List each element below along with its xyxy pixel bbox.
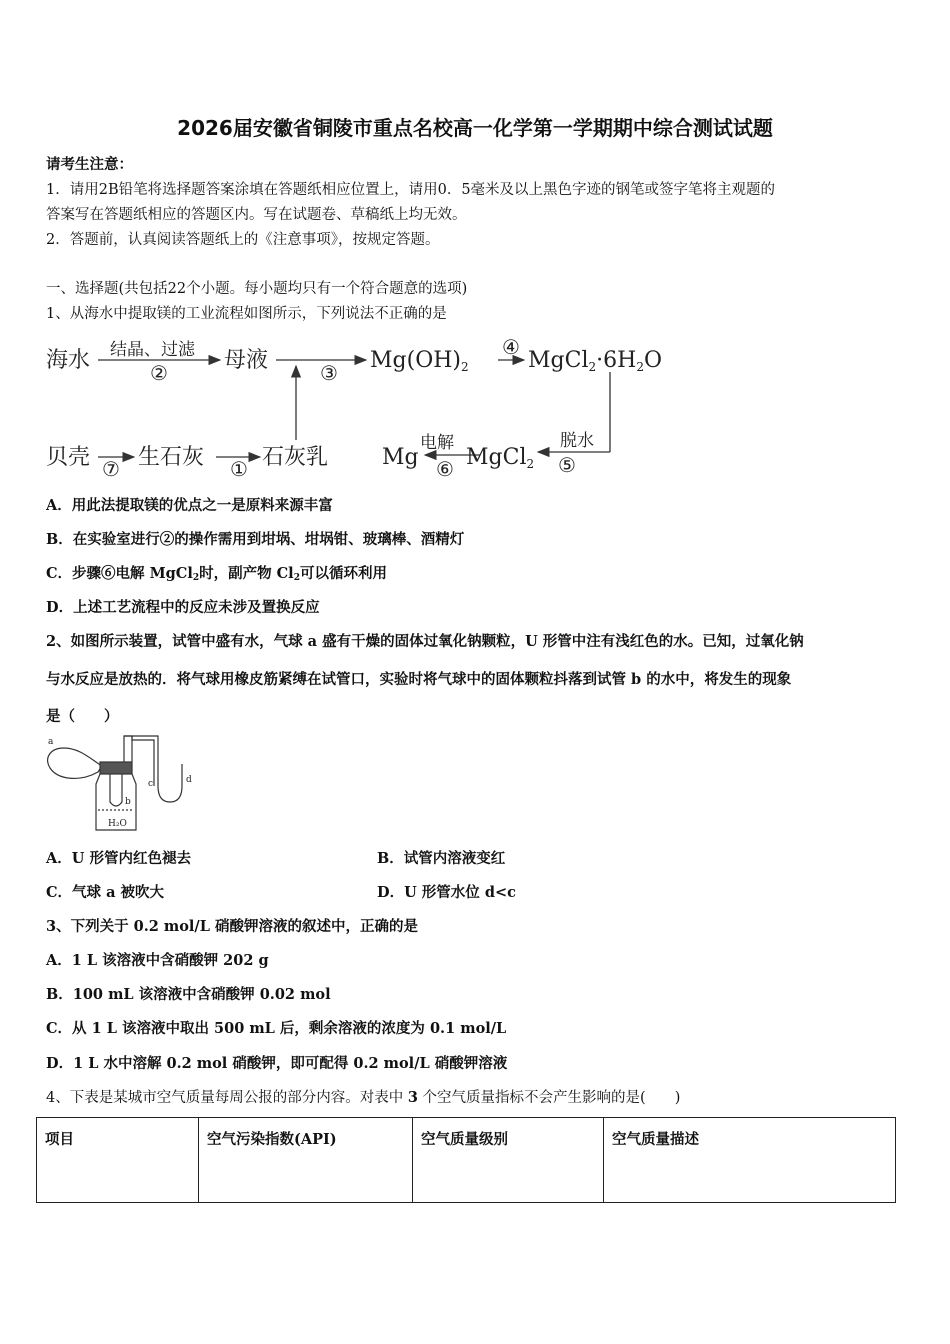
q1-option-c: C．步骤⑥电解 MgCl$_2$时，副产物 $Cl_2$可以循环利用	[46, 565, 387, 583]
q3-option-b: B．100 mL 该溶液中含硝酸钾 0.02 mol	[46, 986, 331, 1003]
q2-option-d: D．U 形管水位 d<c	[377, 884, 516, 901]
air-quality-table	[36, 1117, 896, 1203]
label-d: d	[186, 775, 192, 785]
q1-option-a: A．用此法提取镁的优点之一是原料来源丰富	[46, 497, 333, 514]
circle-2: ②	[150, 361, 168, 385]
notice-line-2: 答案写在答题纸相应的答题区内。写在试题卷、草稿纸上均无效。	[46, 207, 467, 223]
stopper	[100, 762, 132, 774]
electrolysis-label: 电解	[420, 433, 454, 453]
label-b: b	[125, 797, 131, 807]
q4-stem: 4、下表是某城市空气质量每周公报的部分内容。对表中 3 个空气质量指标不会产生影响的是( )	[46, 1089, 681, 1106]
connecting-tube-v	[124, 736, 132, 762]
quicklime-text: 生石灰	[138, 445, 205, 470]
q3-option-d: D．1 L 水中溶解 0.2 mol 硝酸钾，即可配得 0.2 mol/L 硝酸钾溶液	[46, 1055, 508, 1072]
q2-stem-line-1: 2、如图所示装置，试管中盛有水，气球 a 盛有干燥的固体过氧化钠颗粒，U 形管中注有浅红色的水。已知，过氧化钠	[46, 633, 804, 650]
q1-stem: 1、从海水中提取镁的工业流程如图所示，下列说法不正确的是	[46, 306, 447, 322]
circle-7: ⑦	[102, 457, 120, 481]
q1-flow-diagram	[40, 330, 690, 480]
q2-stem-line-3: 是（ ）	[46, 708, 119, 725]
mg-text: Mg	[382, 445, 419, 470]
circle-4: ④	[502, 335, 520, 359]
lime-milk-text: 石灰乳	[262, 445, 329, 470]
table-header-api: 空气污染指数(API)	[199, 1118, 413, 1203]
balloon-a	[48, 748, 102, 778]
q2-apparatus-diagram	[40, 732, 190, 837]
dehydrate-label: 脱水	[560, 431, 594, 451]
q2-option-c: C．气球 a 被吹大	[46, 884, 165, 901]
label-c: c	[148, 779, 154, 789]
circle-6: ⑥	[436, 457, 454, 481]
table-row	[37, 1118, 896, 1203]
circle-3: ③	[320, 361, 338, 385]
q3-option-c: C．从 1 L 该溶液中取出 500 mL 后，剩余溶液的浓度为 0.1 mol/L	[46, 1020, 507, 1037]
q1-option-d: D．上述工艺流程中的反应未涉及置换反应	[46, 599, 320, 616]
label-water: H₂O	[108, 819, 127, 829]
inner-tube-b	[110, 774, 122, 806]
mother-liquor-text: 母液	[224, 348, 269, 373]
q2-option-b: B．试管内溶液变红	[377, 850, 506, 867]
section-heading: 一、选择题(共包括22个小题。每小题均只有一个符合题意的选项)	[46, 281, 468, 297]
notice-line-3: 2．答题前，认真阅读答题纸上的《注意事项》，按规定答题。	[46, 232, 440, 248]
table-header-level: 空气质量级别	[413, 1118, 604, 1203]
mgcl2-hydrate-text: MgCl2·6H2O	[528, 348, 662, 374]
table-header-item: 项目	[37, 1118, 199, 1203]
mgcl2-text: MgCl2	[466, 445, 535, 471]
notice-line-1: 1．请用2B铅笔将选择题答案涂填在答题纸相应位置上，请用0．5毫米及以上黑色字迹的钢笔或签字笔将主观题的	[46, 182, 776, 198]
circle-1: ①	[230, 457, 248, 481]
circle-5: ⑤	[558, 453, 576, 477]
q1-option-b: B．在实验室进行②的操作需用到坩埚、坩埚钳、玻璃棒、酒精灯	[46, 531, 465, 548]
page-title: 2026届安徽省铜陵市重点名校高一化学第一学期期中综合测试试题	[177, 116, 773, 140]
q2-stem-line-2: 与水反应是放热的．将气球用橡皮筋紧缚在试管口，实验时将气球中的固体颗粒抖落到试管 b 的水中，将发生的现象	[46, 671, 792, 688]
q2-option-a: A．U 形管内红色褪去	[46, 850, 191, 867]
q3-stem: 3、下列关于 0.2 mol/L 硝酸钾溶液的叙述中，正确的是	[46, 918, 418, 935]
q3-option-a: A．1 L 该溶液中含硝酸钾 202 g	[46, 952, 269, 969]
u-tube	[124, 736, 182, 802]
seawater-text: 海水	[46, 348, 91, 373]
step2-label: 结晶、过滤	[110, 340, 195, 360]
mgoh2-text: Mg(OH)2	[370, 348, 469, 374]
table-header-description: 空气质量描述	[604, 1118, 896, 1203]
shell-text: 贝壳	[46, 445, 91, 470]
notice-heading: 请考生注意：	[46, 156, 133, 173]
label-a: a	[48, 737, 54, 747]
